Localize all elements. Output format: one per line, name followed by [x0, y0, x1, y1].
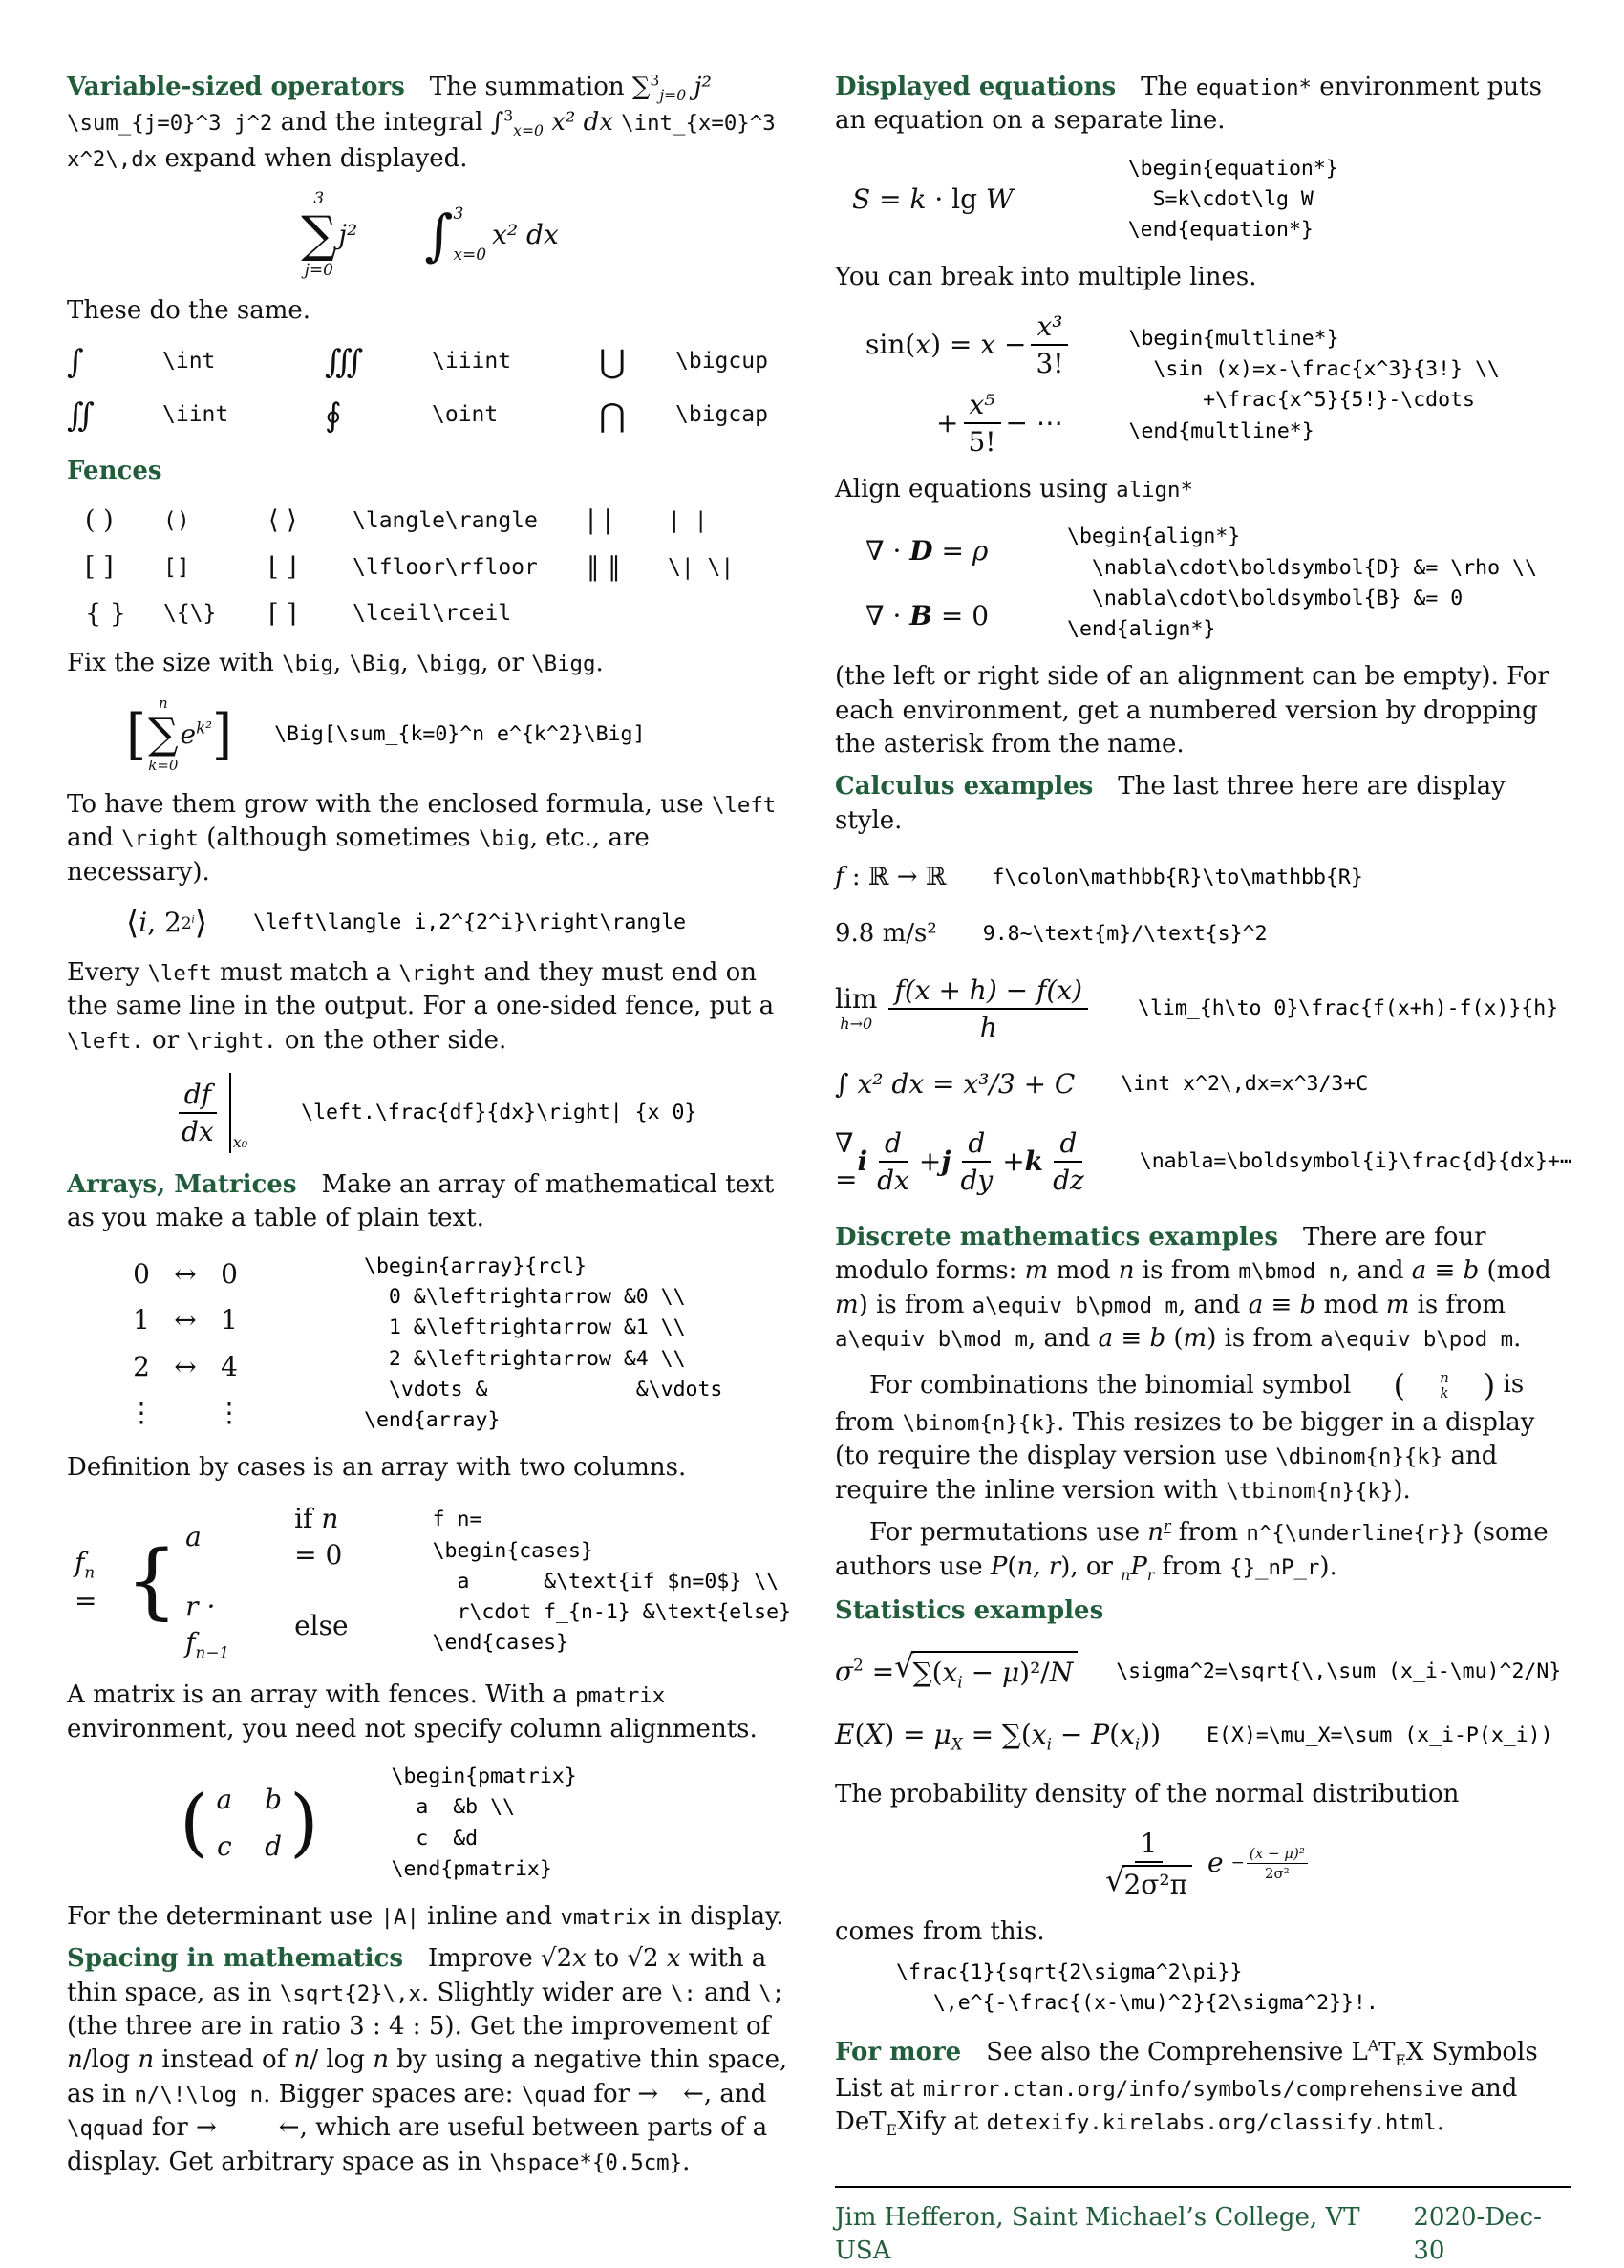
latex-code: \int x^2\,dx=x^3/3+C	[1121, 1071, 1369, 1096]
fraction: 1 √ 2σ²π	[1100, 1828, 1198, 1900]
array-cell: 1	[133, 1304, 150, 1337]
display-array	[119, 1252, 791, 1437]
latex-code: \lfloor\rfloor	[353, 554, 538, 580]
paragraph-these-do-same: These do the same.	[67, 296, 311, 326]
latex-code: \int	[162, 348, 216, 374]
align-line: ∇ · D = ρ	[865, 534, 989, 567]
cases-lhs: $f_n$ =	[75, 1546, 97, 1617]
equation-math: S = k · lg W	[852, 183, 1014, 216]
paragraph-comes-from: comes from this.	[835, 1916, 1045, 1946]
latex-code-block: \begin{multline*} \sin (x)=x-\frac{x^3}{3!} \\ +\frac{x^5}{5!}-\cdots \end{multline*}	[1128, 326, 1500, 443]
align-line: ∇ · B = 0	[865, 599, 990, 631]
example-math: $\sigma^2$ =	[835, 1656, 895, 1688]
math-symbol: ∭	[325, 342, 364, 381]
display-equation-star	[852, 154, 1571, 246]
math-symbol: ⋂	[599, 396, 626, 435]
example-math: f : ℝ → ℝ	[835, 863, 947, 892]
math-symbol: [ ]	[85, 552, 114, 583]
case-condition: else	[294, 1610, 349, 1642]
paragraph-break-lines: You can break into multiple lines.	[835, 263, 1257, 292]
integral-body: x² dx	[492, 219, 559, 251]
right-column	[835, 67, 1572, 2265]
calculus-example-row	[835, 861, 1571, 894]
operators-table	[67, 340, 819, 438]
vertical-bar	[229, 1073, 231, 1153]
array-cell: 4	[221, 1350, 238, 1382]
align-math	[865, 533, 989, 634]
array-cell: ⋮	[216, 1396, 243, 1428]
display-big-brackets	[126, 696, 791, 773]
heading-statistics-examples: Statistics examples	[835, 1595, 1104, 1625]
paragraph-binomial: For combinations the binomial symbol ( n k ) is from \binom{n}{k}. This resizes to be bigger in a display (to require the display version use \dbinom{n}{k} and require the inline version with \tbinom{n}{k}).	[835, 1366, 1535, 1505]
pmatrix-math	[180, 1780, 319, 1867]
latex-code-block: \begin{array}{rcl} 0 &\leftrightarrow &0 \\ 1 &\leftrightarrow &1 \\ 2 &\leftrightarrow &4 \\ \vdots & &\vdots \end{array}	[364, 1253, 723, 1433]
paragraph-grow: To have them grow with the enclosed formula, use \left and \right (although sometimes \big, etc., are necessary).	[67, 789, 777, 887]
math-symbol: ‖ ‖	[587, 552, 621, 583]
latex-code: \sigma^2=\sqrt{\,\sum (x_i-\mu)^2/N}	[1116, 1659, 1562, 1684]
example-math: 9.8 m/s²	[835, 919, 937, 949]
matrix-cell: b	[265, 1784, 283, 1816]
paragraph-calculus-examples: Calculus examples The last three here are display style.	[835, 772, 1506, 835]
latex-code-block: \frac{1}{sqrt{2\sigma^2\pi}} \,e^{-\frac{(x-\mu)^2}{2\sigma^2}}!.	[896, 1959, 1378, 2016]
sum-body: j²	[338, 219, 358, 251]
integral-symbol: ∫	[424, 203, 454, 268]
left-angle-bracket: ⟨	[126, 903, 139, 942]
latex-code: ()	[163, 508, 190, 534]
paragraph-variable-sized-operators: Variable-sized operators The summation ∑$^3_{j=0}$ j² \sum_{j=0}^3 j^2 and the integral ∫$^3_{x=0}$ x² dx \int_{x=0}^3 x^2\,dx expand when displayed.	[67, 72, 776, 173]
integral-lower-limit: x=0	[453, 246, 487, 266]
math-text: , 2	[147, 906, 182, 938]
calculus-example-row	[835, 1125, 1571, 1198]
latex-code: \oint	[432, 402, 499, 428]
calculus-example-row	[835, 974, 1571, 1043]
multline-line-1: sin(x) = x − $\frac{\text{x³}}{3!}$	[865, 310, 1074, 379]
sum-body: $e^{k^2}$	[180, 717, 212, 750]
math-symbol: ⌊ ⌋	[268, 552, 297, 583]
display-multline	[865, 310, 1571, 458]
paragraph-displayed-equations: Displayed equations The equation* environment puts an equation on a separate line.	[835, 73, 1542, 136]
latex-code: \iiint	[432, 348, 512, 374]
fraction: $\frac{\text{x⁵}}{5!}$	[962, 389, 1001, 458]
evaluation-point: x₀	[232, 1133, 248, 1152]
integral-with-limits	[424, 204, 559, 266]
fraction: $\frac{\text{x³}}{3!}$	[1030, 310, 1069, 379]
array-cell: ↔	[174, 1258, 197, 1291]
nabla-math: ∇ = i $\frac{d}{dx}$ + j $\frac{d}{dy}$ + k $\frac{d}{dz}$	[835, 1126, 1084, 1197]
math-symbol: ( )	[85, 505, 114, 536]
math-var: i	[139, 906, 148, 938]
statistics-example-row	[835, 1717, 1571, 1755]
latex-code: 9.8~\text{m}/\text{s}^2	[982, 922, 1268, 947]
array-cell: 1	[221, 1304, 238, 1337]
radicand: $\sum(x_i - \mu)^2/N$	[911, 1651, 1079, 1693]
latex-code: \bigcap	[675, 402, 768, 428]
fences-table	[85, 503, 773, 631]
right-paren: )	[289, 1780, 319, 1867]
case-value: a	[185, 1520, 202, 1552]
example-math: ∫ x² dx = x³/3 + C	[835, 1067, 1076, 1100]
paragraph-alignment-empty: (the left or right side of an alignment can be empty). For each environment, get a numbered version by dropping the asterisk from the name.	[835, 662, 1549, 760]
latex-code: \lim_{h\to 0}\frac{f(x+h)-f(x)}{h}	[1138, 995, 1559, 1020]
cases-brace: {	[125, 1533, 179, 1630]
display-normal-density	[835, 1828, 1571, 1900]
matrix-cell: a	[216, 1784, 233, 1816]
heading-fences: Fences	[67, 456, 162, 485]
latex-code: E(X)=\mu_X=\sum (x_i-P(x_i))	[1207, 1722, 1553, 1747]
math-symbol: ⟨ ⟩	[268, 505, 297, 536]
fraction-numerator: df	[179, 1079, 217, 1114]
display-angle-brackets	[126, 905, 791, 941]
array-math	[119, 1256, 251, 1430]
paragraph-discrete-math: Discrete mathematics examples There are four modulo forms: m mod n is from m\bmod n, and a ≡ b (mod m) is from a\equiv b\pmod m, and a ≡ b mod m is from a\equiv b\mod m, and a ≡ b (m) is from a\equiv b\pod m.	[835, 1223, 1551, 1354]
calculus-example-row	[835, 917, 1571, 951]
latex-code: \left\langle i,2^{2^i}\right\rangle	[253, 909, 687, 934]
sum-upper-limit: n	[158, 694, 168, 712]
display-pmatrix	[180, 1762, 791, 1885]
exponent: 2$^i$	[181, 912, 195, 932]
latex-code-block: \begin{align*} \nabla\cdot\boldsymbol{D} &= \rho \\ \nabla\cdot\boldsymbol{B} &= 0 \end{align*}	[1067, 524, 1537, 642]
array-cell	[163, 1395, 207, 1431]
sum-lower-limit: j=0	[304, 261, 333, 281]
left-paren: (	[180, 1780, 209, 1867]
integral-upper-limit: 3	[453, 204, 464, 225]
paragraph-align: Align equations using align*	[835, 474, 1193, 503]
math-symbol: ∫	[67, 342, 84, 381]
latex-code: \Big[\sum_{k=0}^n e^{k^2}\Big]	[274, 721, 646, 746]
matrix-grid	[216, 1782, 282, 1864]
latex-code: | |	[668, 508, 708, 534]
array-cell: 0	[133, 1258, 150, 1291]
latex-code-block: \begin{pmatrix} a &b \\ c &d \end{pmatrix}	[391, 1765, 577, 1881]
fraction-denominator: dx	[182, 1116, 214, 1148]
array-cell: ↔	[174, 1350, 197, 1382]
big-sum-operator	[148, 696, 178, 773]
matrix-cell: c	[216, 1829, 232, 1862]
square-root: √ 2σ²π	[1105, 1865, 1192, 1900]
display-cases	[75, 1501, 791, 1664]
example-math: $E(X) = \mu_X = \sum(x_i - P(x_i))$	[835, 1718, 1162, 1754]
latex-code: \{\}	[163, 601, 217, 627]
left-bracket: [	[126, 702, 147, 766]
binomial-symbol: ( n k )	[1393, 1366, 1496, 1403]
array-cell: 2	[133, 1350, 150, 1382]
math-symbol: ⋃	[599, 342, 626, 381]
footer-author: Jim Hefferon, Saint Michael’s College, VT USA	[835, 2202, 1360, 2265]
footer-date: 2020-Dec-30	[1413, 2202, 1542, 2265]
math-symbol: ⌈ ⌉	[268, 598, 297, 629]
limit-subscript: h→0	[840, 1014, 873, 1033]
math-symbol: | |	[587, 505, 612, 536]
latex-code: \nabla=\boldsymbol{i}\frac{d}{dx}+⋯	[1139, 1148, 1572, 1173]
paragraph-determinant: For the determinant use |A| inline and vmatrix in display.	[67, 1902, 784, 1932]
fraction	[176, 1079, 220, 1147]
latex-code-block: \begin{equation*} S=k\cdot\lg W \end{equation*}	[1127, 156, 1338, 243]
sum-symbol: ∑	[148, 709, 179, 759]
array-cell: 0	[221, 1258, 238, 1291]
array-cell: ⋮	[128, 1396, 155, 1428]
footer	[835, 2201, 1571, 2268]
footer-rule	[835, 2186, 1571, 2188]
paragraph-arrays-matrices: Arrays, Matrices Make an array of mathematical text as you make a table of plain text.	[67, 1170, 775, 1233]
paragraph-matrix: A matrix is an array with fences. With a pmatrix environment, you need not specify column alignments.	[67, 1680, 758, 1744]
latex-code-block: f_n= \begin{cases} a &\text{if $n=0$} \\ r\cdot f_{n-1} &\text{else} \end{cases}	[432, 1508, 791, 1656]
right-bracket: ]	[211, 702, 233, 766]
latex-code: \langle\rangle	[353, 508, 538, 534]
euler-e: e	[1207, 1847, 1224, 1879]
limit-operator: lim h→0	[835, 982, 878, 1033]
latex-code: \lceil\rceil	[353, 601, 512, 627]
big-sum-operator	[301, 191, 336, 279]
paragraph-cases: Definition by cases is an array with two columns.	[67, 1453, 687, 1483]
math-symbol: { }	[85, 598, 126, 629]
latex-code: \left.\frac{df}{dx}\right|_{x_0}	[301, 1100, 697, 1124]
fraction: $\frac{f(x + h) - f(x)}{h}$	[888, 974, 1088, 1043]
math-symbol: ∮	[325, 396, 342, 435]
paragraph-fix-size: Fix the size with \big, \Big, \bigg, or \Bigg.	[67, 649, 604, 678]
exponent: − $\frac{\text{(x − μ)²}}{\text{2σ²}}$	[1231, 1846, 1310, 1881]
paragraph-spacing: Spacing in mathematics Improve √2x to √2 x with a thin space, as in \sqrt{2}\,x. Slightly wider are \: and \; (the three are in ratio 3 : 4 : 5). Get the improvement of n/log n instead of n/ log n by using a negative thin space, as in n/\!\log n. Bigger spaces are: \quad for → ←, and \qquad for → ←, which are useful between parts of a display. Get arbitrary space as in \hspace*{0.5cm}.	[67, 1944, 788, 2176]
cases-grid	[185, 1501, 369, 1664]
latex-code: \| \|	[668, 554, 735, 580]
array-cell: ↔	[174, 1304, 197, 1337]
latex-code: \iint	[162, 402, 229, 428]
right-angle-bracket: ⟩	[194, 903, 208, 942]
display-sum-integral	[67, 191, 791, 279]
multline-math	[865, 310, 1074, 458]
case-value: $r \cdot f_{n-1}$	[185, 1590, 230, 1662]
left-column	[67, 67, 791, 2176]
square-root	[894, 1648, 1078, 1693]
sum-symbol: ∑	[301, 206, 337, 265]
evaluation-bar	[229, 1073, 247, 1153]
calculus-example-row	[835, 1066, 1571, 1102]
latex-code: f\colon\mathbb{R}\to\mathbb{R}	[992, 865, 1363, 889]
latex-code: []	[163, 554, 190, 580]
paragraph-normal-distribution: The probability density of the normal distribution	[835, 1780, 1460, 1809]
sum-with-limits	[299, 191, 357, 279]
multline-line-2: + $\frac{\text{x⁵}}{5!}$ − ⋯	[936, 388, 1063, 458]
case-condition: if n = 0	[294, 1502, 343, 1571]
matrix-cell: d	[265, 1829, 283, 1862]
radical-sign: √	[894, 1648, 914, 1685]
display-align	[865, 522, 1571, 645]
display-derivative-eval	[172, 1073, 791, 1153]
sum-lower-limit: k=0	[148, 756, 179, 774]
paragraph-for-more: For more See also the Comprehensive $L^AT_EX$ Symbols List at mirror.ctan.org/info/symbols/comprehensive and DeT$_E$Xify at detexify.kirelabs.org/classify.html.	[835, 2037, 1538, 2140]
latex-code: \bigcup	[675, 348, 768, 374]
paragraph-every-left: Every \left must match a \right and they must end on the same line in the output. For a one-sided fence, put a \left. or \right. on the other side.	[67, 958, 775, 1055]
math-symbol: ∬	[67, 396, 95, 435]
paragraph-permutations: For permutations use $n^r$ from n^{\underline{r}} (some authors use P(n, r), or $_nP_r$ from {}_nP_r).	[835, 1517, 1549, 1584]
statistics-example-row	[835, 1648, 1571, 1693]
sum-upper-limit: 3	[313, 189, 325, 209]
integral-limits	[453, 204, 486, 266]
